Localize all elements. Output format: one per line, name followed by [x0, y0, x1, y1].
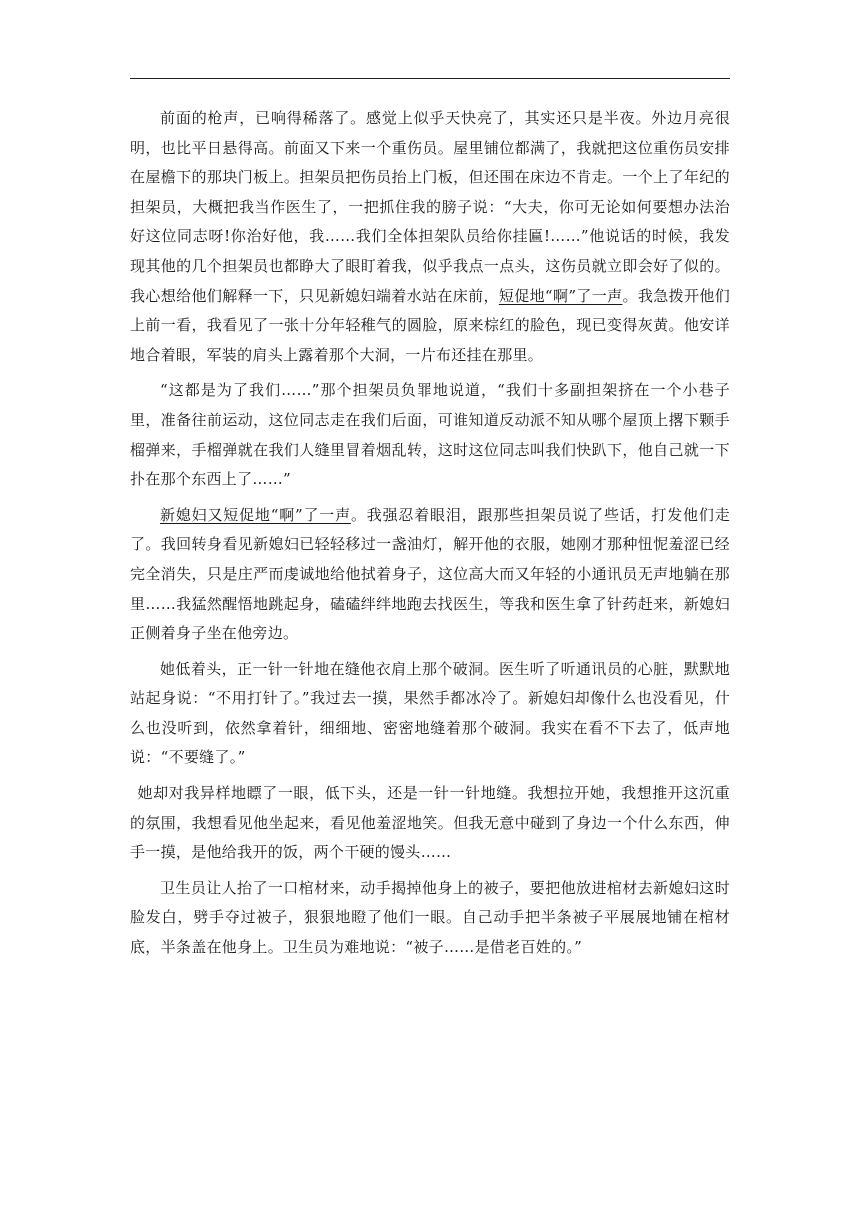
header-rule — [130, 78, 730, 79]
text-run: 卫生员让人抬了一口棺材来，动手揭掉他身上的被子，要把他放进棺材去新媳妇这时脸发白，劈手夺过被子，狠狠地瞪了他们一眼。自己动手把半条被子平展展地铺在棺材底，半条盖在他身上。卫生员为难地说：“被子……是借老百姓的。” — [130, 878, 730, 957]
text-run: 。我强忍着眼泪，跟那些担架员说了些话，打发他们走了。我回转身看见新媳妇已轻轻移过一盏油灯，解开他的衣服，她刚才那种忸怩羞涩已经完全消失，只是庄严而虔诚地给他拭着身子，这位高大而又年轻的小通讯员无声地躺在那里……我猛然醒悟地跳起身，磕磕绊绊地跑去找医生，等我和医生拿了针药赶来，新媳妇正侧着身子坐在他旁边。 — [130, 505, 730, 643]
underlined-phrase: 短促地“啊”了一声 — [498, 286, 623, 305]
paragraph-5 — [130, 779, 730, 868]
paragraph-4 — [130, 655, 730, 773]
text-run: 她低着头，正一针一针地在缝他衣肩上那个破洞。医生听了听通讯员的心脏，默默地站起身说：“不用打针了。”我过去一摸，果然手都冰冷了。新媳妇却像什么也没看见，什么也没听到，依然拿着针，细细地、密密地缝着那个破洞。我实在看不下去了，低声地说：“不要缝了。” — [130, 659, 730, 767]
text-run: 。我急拨开他们上前一看，我看见了一张十分年轻稚气的圆脸，原来棕红的脸色，现已变得灰黄。他安详地合着眼，军装的肩头上露着那个大洞，一片布还挂在那里。 — [130, 286, 730, 364]
text-run: 前面的枪声，已响得稀落了。感觉上似乎天快亮了，其实还只是半夜。外边月亮很明，也比平日悬得高。前面又下来一个重伤员。屋里铺位都满了，我就把这位重伤员安排在屋檐下的那块门板上。担架员把伤员抬上门板，但还围在床边不肯走。一个上了年纪的担架员，大概把我当作医生了，一把抓住我的膀子说：“大夫，你可无论如何要想办法治好这位同志呀!你治好他，我……我们全体担架队员给你挂匾!……”他说话的时候，我发现其他的几个担架员也都睁大了眼盯着我，似乎我点一点头，这伤员就立即会好了似的。我心想给他们解释一下，只见新媳妇端着水站在床前， — [130, 109, 730, 305]
underlined-phrase: 新媳妇又短促地“啊”了一声 — [160, 505, 351, 524]
text-run: 她却对我异样地瞟了一眼，低下头，还是一针一针地缝。我想拉开她，我想推开这沉重的氛围，我想看见他坐起来，看见他羞涩地笑。但我无意中碰到了身边一个什么东西，伸手一摸，是他给我开的饭，两个干硬的馒头…… — [130, 784, 730, 862]
document-body — [130, 104, 730, 969]
paragraph-3 — [130, 501, 730, 649]
paragraph-1 — [130, 104, 730, 370]
paragraph-2 — [130, 376, 730, 494]
text-run: “这都是为了我们……”那个担架员负罪地说道，“我们十多副担架挤在一个小巷子里，准备往前运动，这位同志走在我们后面，可谁知道反动派不知从哪个屋顶上撂下颗手榴弹来，手榴弹就在我们人缝里冒着烟乱转，这时这位同志叫我们快趴下，他自己就一下扑在那个东西上了……” — [130, 381, 730, 489]
paragraph-6 — [130, 874, 730, 963]
